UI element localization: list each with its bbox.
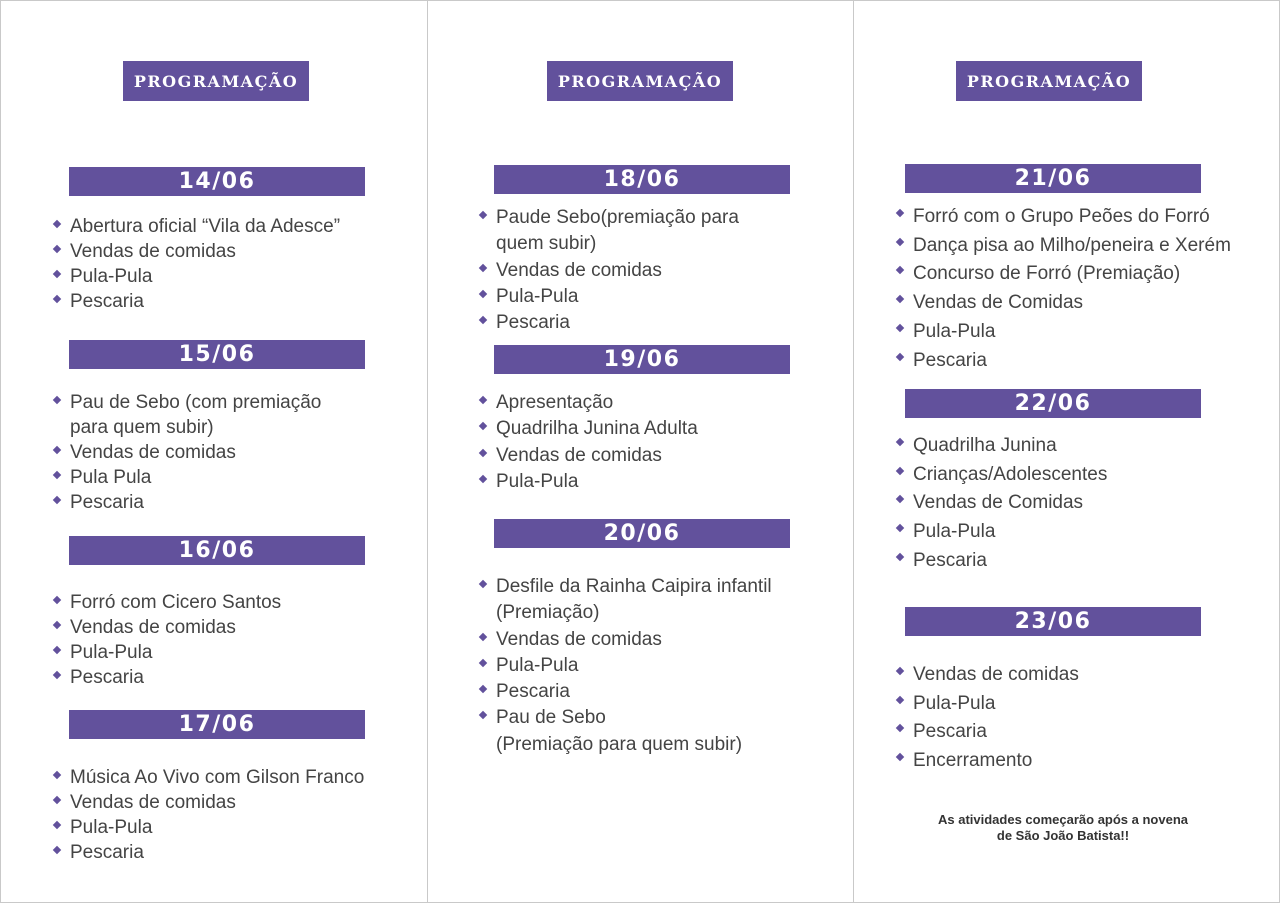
bullet-icon [479,659,487,667]
activity-list [480,390,698,495]
bullet-icon [479,422,487,430]
date-header: 23/06 [905,607,1201,636]
list-item: Pescaria [54,840,364,865]
list-item: Vendas de comidas [897,661,1079,690]
list-item: Forró com o Grupo Peões do Forró [897,203,1231,232]
bullet-icon [479,685,487,693]
bullet-icon [479,475,487,483]
bullet-icon [896,237,904,245]
activity-list [54,590,281,690]
note-line: de São João Batista!! [996,828,1130,843]
list-item: Música Ao Vivo com Gilson Franco [54,765,364,790]
list-item: Pula-Pula [897,318,1231,347]
bullet-icon [479,632,487,640]
list-item: para quem subir) [70,417,214,438]
activity-list [897,203,1231,375]
date-header: 15/06 [69,340,365,369]
bullet-icon [896,667,904,675]
bullet-icon [53,771,61,779]
list-item: Concurso de Forró (Premiação) [897,260,1231,289]
column-3 [853,0,1280,903]
date-header: 17/06 [69,710,365,739]
bullet-icon [53,295,61,303]
bullet-icon [53,220,61,228]
bullet-icon [53,646,61,654]
program-heading: PROGRAMAÇÃO [123,61,309,101]
bullet-icon [479,711,487,719]
list-item: (Premiação) [496,602,600,624]
date-header: 14/06 [69,167,365,196]
list-item: Pescaria [54,289,340,314]
list-item: Pula-Pula [480,469,698,495]
list-item: quem subir) [496,233,597,255]
list-item: Pula Pula [54,465,321,490]
program-heading: PROGRAMAÇÃO [547,61,733,101]
list-item: Pau de Sebo (com premiação [54,390,321,415]
bullet-icon [896,324,904,332]
list-item: Pula-Pula [480,653,772,679]
bullet-icon [479,580,487,588]
list-item: Pescaria [480,679,772,705]
bullet-icon [896,438,904,446]
activity-list [54,214,340,314]
bullet-icon [479,263,487,271]
list-item: Pescaria [480,310,739,336]
bullet-icon [896,753,904,761]
bullet-icon [896,295,904,303]
list-item: Vendas de comidas [54,239,340,264]
bullet-icon [53,471,61,479]
bullet-icon [479,448,487,456]
list-item: Encerramento [897,747,1079,776]
list-item: (Premiação para quem subir) [496,733,743,755]
list-item: Vendas de comidas [480,627,772,653]
bullet-icon [53,671,61,679]
activity-list [480,574,772,758]
list-item: Pula-Pula [480,284,739,310]
bullet-icon [896,466,904,474]
list-item: Vendas de comidas [480,443,698,469]
list-item: Desfile da Rainha Caipira infantil [480,574,772,600]
bullet-icon [896,495,904,503]
activity-list [897,432,1107,576]
bullet-icon [53,846,61,854]
date-header: 19/06 [494,345,790,374]
list-item: Vendas de Comidas [897,289,1231,318]
bullet-icon [479,396,487,404]
list-item: Quadrilha Junina Adulta [480,416,698,442]
bullet-icon [896,266,904,274]
list-item: Apresentação [480,390,698,416]
list-item: Pescaria [897,347,1231,376]
activity-list [480,205,739,336]
date-header: 20/06 [494,519,790,548]
list-item: Quadrilha Junina [897,432,1107,461]
bullet-icon [53,245,61,253]
activity-list [54,390,321,515]
list-item: Pescaria [54,665,281,690]
bullet-icon [896,724,904,732]
list-item: Dança pisa ao Milho/peneira e Xerém [897,232,1231,261]
list-item: Paude Sebo(premiação para [480,205,739,231]
bullet-icon [53,796,61,804]
bullet-icon [479,211,487,219]
activity-list [54,765,364,865]
list-item: Pescaria [54,490,321,515]
list-item: Crianças/Adolescentes [897,461,1107,490]
bullet-icon [896,695,904,703]
bullet-icon [896,352,904,360]
date-header: 21/06 [905,164,1201,193]
bullet-icon [53,596,61,604]
bullet-icon [53,496,61,504]
list-item: Pescaria [897,718,1079,747]
bullet-icon [53,621,61,629]
column-2 [427,0,854,903]
date-header: 16/06 [69,536,365,565]
bullet-icon [479,290,487,298]
bullet-icon [896,524,904,532]
list-item: Vendas de comidas [54,440,321,465]
bullet-icon [896,553,904,561]
bullet-icon [479,316,487,324]
bullet-icon [896,209,904,217]
list-item: Vendas de comidas [54,615,281,640]
list-item: Abertura oficial “Vila da Adesce” [54,214,340,239]
list-item: Pula-Pula [54,264,340,289]
bullet-icon [53,396,61,404]
activity-list [897,661,1079,776]
list-item: Pula-Pula [54,640,281,665]
list-item: Pula-Pula [897,690,1079,719]
date-header: 18/06 [494,165,790,194]
program-heading: PROGRAMAÇÃO [956,61,1142,101]
list-item: Vendas de comidas [480,258,739,284]
list-item: Pescaria [897,547,1107,576]
list-item: Pau de Sebo [480,705,772,731]
list-item: Forró com Cicero Santos [54,590,281,615]
note-line: As atividades começarão após a novena [938,812,1188,827]
list-item: Pula-Pula [897,518,1107,547]
date-header: 22/06 [905,389,1201,418]
bullet-icon [53,270,61,278]
list-item: Vendas de comidas [54,790,364,815]
column-1 [0,0,428,903]
bullet-icon [53,821,61,829]
bullet-icon [53,446,61,454]
footer-note [910,812,1216,844]
list-item: Pula-Pula [54,815,364,840]
list-item: Vendas de Comidas [897,489,1107,518]
